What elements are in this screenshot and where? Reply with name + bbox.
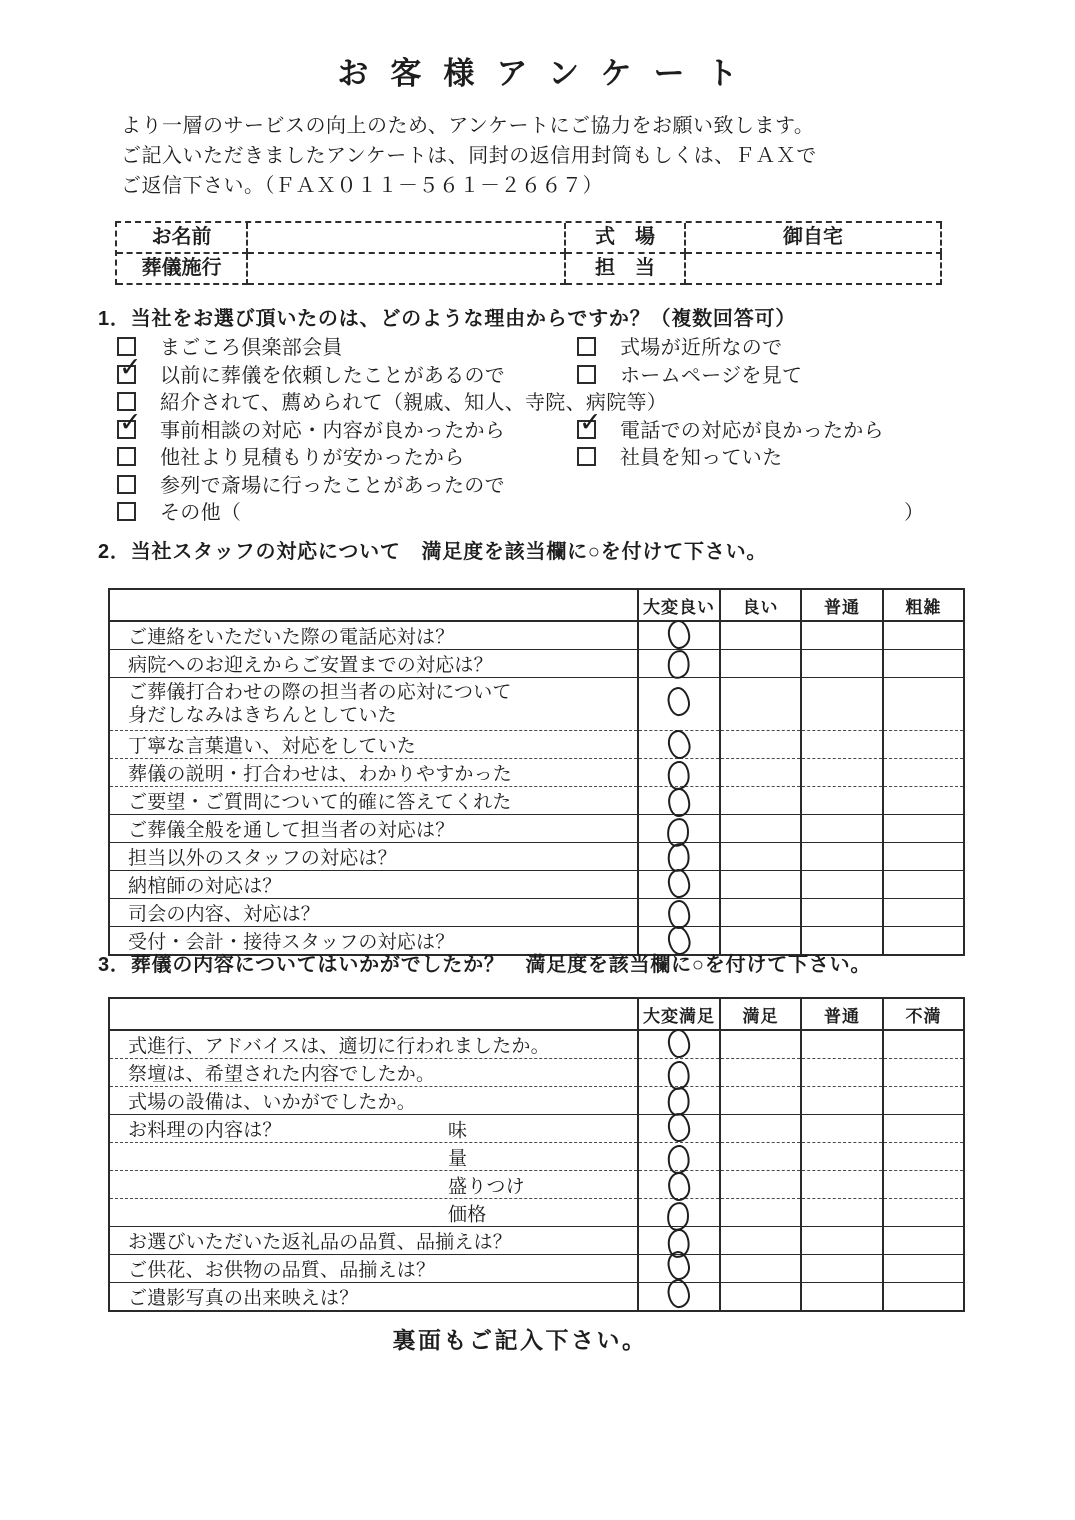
rating-cell[interactable] [638, 1115, 720, 1143]
question-label: 司会の内容、対応は？ [109, 899, 638, 927]
table-row [109, 1087, 964, 1115]
rating-cell[interactable] [801, 815, 883, 843]
selection-circle-icon [666, 649, 692, 681]
rating-cell[interactable] [720, 1171, 801, 1199]
check-mark-icon: ✓ [119, 351, 142, 382]
rating-cell[interactable] [720, 621, 801, 650]
q1-option-label: 社員を知っていた [620, 447, 783, 469]
rating-column-header: 不満 [883, 998, 964, 1030]
question-label: お料理の内容は？ 味 [109, 1115, 638, 1143]
q1-option-label: 式場が近所なので [620, 337, 783, 359]
rating-cell[interactable] [883, 621, 964, 650]
question-label: ご連絡をいただいた際の電話応対は？ [109, 621, 638, 650]
rating-cell[interactable] [638, 759, 720, 787]
rating-cell[interactable] [801, 1227, 883, 1255]
rating-cell[interactable] [801, 1115, 883, 1143]
footer-note: 裏面もご記入下さい。 [392, 1327, 648, 1353]
rating-cell[interactable] [801, 650, 883, 678]
checkbox[interactable] [577, 406, 602, 439]
rating-cell[interactable] [801, 1030, 883, 1059]
rating-cell[interactable] [638, 871, 720, 899]
intro-line: より一層のサービスの向上のため、アンケートにご協力をお願い致します。 [121, 115, 815, 137]
question-3-heading: 3．葬儀の内容についてはいかがでしたか？ 満足度を該当欄に○を付けて下さい。 [98, 954, 872, 976]
rating-cell[interactable] [801, 759, 883, 787]
q1-option-label: 他社より見積もりが安かったから [160, 447, 465, 469]
rating-cell[interactable] [720, 678, 801, 731]
rating-cell[interactable] [720, 1255, 801, 1283]
rating-cell[interactable] [638, 1059, 720, 1087]
table-row [109, 1143, 964, 1171]
question-label: ご要望・ご質問について的確に答えてくれた [109, 787, 638, 815]
checkbox[interactable] [117, 502, 136, 521]
table-row [109, 731, 964, 759]
rating-cell[interactable] [720, 1030, 801, 1059]
rating-cell[interactable] [720, 843, 801, 871]
sub-item-label: 盛りつけ [448, 1176, 525, 1197]
rating-cell[interactable] [801, 1087, 883, 1115]
rating-cell[interactable] [720, 759, 801, 787]
rating-header-row [109, 589, 964, 621]
question-label [109, 1171, 638, 1199]
q1-option-label: 電話での対応が良かったから [620, 419, 884, 442]
rating-cell[interactable] [883, 927, 964, 956]
question-label-line: ご葬儀打合わせの際の担当者の応対について [128, 682, 512, 703]
rating-column-header: 普通 [801, 589, 883, 621]
selection-circle-icon [667, 1028, 692, 1059]
rating-cell[interactable] [638, 678, 720, 731]
name-label: お名前 [117, 223, 248, 254]
rating-cell[interactable] [720, 1059, 801, 1087]
q1-option[interactable] [117, 469, 505, 498]
rating-cell[interactable] [883, 1115, 964, 1143]
table-row [109, 899, 964, 927]
rating-cell[interactable] [883, 1059, 964, 1087]
rating-cell[interactable] [720, 731, 801, 759]
table-row [109, 787, 964, 815]
q1-option-row [117, 441, 962, 469]
rating-cell[interactable] [720, 899, 801, 927]
q1-option[interactable] [577, 441, 782, 470]
rating-cell[interactable] [801, 871, 883, 899]
question-label [109, 1199, 638, 1227]
rating-cell[interactable] [883, 1087, 964, 1115]
rating-column-header: 普通 [801, 998, 883, 1030]
rating-cell[interactable] [801, 899, 883, 927]
rating-cell[interactable] [638, 1030, 720, 1059]
rating-cell[interactable] [801, 731, 883, 759]
rating-cell[interactable] [801, 1143, 883, 1171]
rating-cell[interactable] [883, 871, 964, 899]
rating-cell[interactable] [720, 1143, 801, 1171]
q1-option[interactable] [117, 331, 577, 360]
rating-cell[interactable] [720, 1227, 801, 1255]
q1-option-label: ホームページを見て [620, 364, 803, 387]
table-row [109, 1255, 964, 1283]
table-row [109, 678, 964, 731]
rating-cell[interactable] [883, 1255, 964, 1283]
rating-cell[interactable] [883, 1283, 964, 1312]
intro-line: ご記入いただきましたアンケートは、同封の返信用封筒もしくは、ＦＡＸで [121, 145, 817, 167]
content-rating-table [108, 997, 965, 1312]
rating-cell[interactable] [638, 731, 720, 759]
selection-circle-icon [666, 1250, 692, 1282]
rating-cell[interactable] [638, 787, 720, 815]
rating-cell[interactable] [801, 843, 883, 871]
selection-circle-icon [667, 1171, 690, 1201]
table-row [109, 1059, 964, 1087]
q1-option[interactable] [117, 351, 577, 388]
other-close-paren: ） [904, 502, 924, 524]
rating-cell[interactable] [883, 1199, 964, 1227]
q1-option[interactable] [117, 441, 577, 470]
rating-cell[interactable] [720, 1115, 801, 1143]
rating-cell[interactable] [638, 1199, 720, 1227]
rating-cell[interactable] [883, 899, 964, 927]
table-row [109, 759, 964, 787]
rating-cell[interactable] [638, 843, 720, 871]
question-label [109, 678, 638, 731]
rating-cell[interactable] [638, 650, 720, 678]
question-label: ご供花、お供物の品質、品揃えは？ [109, 1255, 638, 1283]
question-label: 式場の設備は、いかがでしたか。 [109, 1087, 638, 1115]
table-row [109, 815, 964, 843]
execution-value-field[interactable] [248, 254, 566, 285]
selection-circle-icon [667, 619, 692, 650]
question-label: 式進行、アドバイスは、適切に行われましたか。 [109, 1030, 638, 1059]
table-row [109, 843, 964, 871]
rating-cell[interactable] [720, 1199, 801, 1227]
question-label: 葬儀の説明・打合わせは、わかりやすかった [109, 759, 638, 787]
check-mark-icon: ✓ [119, 406, 142, 437]
q1-option-row [117, 351, 962, 387]
question-2-heading: 2．当社スタッフの対応について 満足度を該当欄に○を付けて下さい。 [98, 541, 768, 563]
rating-cell[interactable] [883, 1030, 964, 1059]
rating-cell[interactable] [883, 815, 964, 843]
checkbox[interactable] [577, 447, 596, 466]
selection-circle-icon [667, 787, 690, 817]
name-value-field[interactable] [248, 223, 566, 254]
q1-option-label: 以前に葬儀を依頼したことがあるので [160, 364, 506, 387]
rating-column-header: 粗雑 [883, 589, 964, 621]
table-row [109, 1199, 964, 1227]
intro-paragraph [121, 111, 817, 201]
rating-cell[interactable] [883, 1171, 964, 1199]
q1-option-row [117, 386, 962, 414]
rating-cell[interactable] [720, 1283, 801, 1312]
rating-cell[interactable] [638, 1171, 720, 1199]
rating-cell[interactable] [801, 1059, 883, 1087]
selection-circle-icon [666, 728, 693, 761]
question-label: ご遺影写真の出来映えは？ [128, 1288, 359, 1309]
rating-cell[interactable] [801, 678, 883, 731]
q1-option-row [117, 496, 962, 524]
rating-cell[interactable] [883, 759, 964, 787]
q1-option-label: 紹介されて、薦められて（親戚、知人、寺院、病院等） [160, 392, 668, 414]
question-column-header [109, 998, 638, 1030]
checkbox[interactable] [117, 475, 136, 494]
rating-column-header: 良い [720, 589, 801, 621]
q1-option-label: 参列で斎場に行ったことがあったので [160, 474, 505, 497]
rating-cell[interactable] [638, 815, 720, 843]
rating-cell[interactable] [883, 1143, 964, 1171]
rating-column-header: 大変良い [638, 589, 720, 621]
table-row [109, 1283, 964, 1312]
table-row [109, 871, 964, 899]
rating-cell[interactable] [883, 650, 964, 678]
table-row [109, 1227, 964, 1255]
question-1-options [117, 331, 962, 524]
q1-option[interactable] [117, 406, 577, 443]
respondent-info-table [115, 221, 942, 285]
question-label: 納棺師の対応は？ [109, 871, 638, 899]
table-row [109, 1171, 964, 1199]
rating-cell[interactable] [883, 787, 964, 815]
staff-rating-table [108, 588, 965, 956]
rating-cell[interactable] [801, 787, 883, 815]
q1-option-other[interactable] [117, 496, 241, 525]
venue-value: 御自宅 [686, 223, 942, 254]
question-1-heading: 1．当社をお選び頂いたのは、どのような理由からですか？（複数回答可） [98, 308, 797, 330]
question-label: 病院へのお迎えからご安置までの対応は？ [109, 650, 638, 678]
table-row [109, 621, 964, 650]
rating-cell[interactable] [720, 787, 801, 815]
charge-value-field[interactable] [686, 254, 942, 285]
q1-option[interactable] [577, 406, 884, 443]
rating-cell[interactable] [801, 1199, 883, 1227]
rating-cell[interactable] [883, 731, 964, 759]
question-label: 受付・会計・接待スタッフの対応は？ [128, 932, 455, 953]
execution-label: 葬儀施行 [117, 254, 248, 285]
table-row [109, 650, 964, 678]
question-label: 担当以外のスタッフの対応は？ [109, 843, 638, 871]
rating-cell[interactable] [883, 678, 964, 731]
checkbox[interactable] [577, 365, 596, 384]
sub-item-label: 味 [448, 1120, 468, 1141]
rating-cell[interactable] [801, 1283, 883, 1312]
charge-label: 担 当 [566, 254, 686, 285]
question-label: 祭壇は、希望された内容でしたか。 [109, 1059, 638, 1087]
rating-column-header: 満足 [720, 998, 801, 1030]
intro-line-fax: ご返信下さい。（ＦＡＸ０１１－５６１－２６６７） [121, 175, 603, 197]
form-title: お客様アンケート [337, 56, 760, 91]
rating-cell[interactable] [801, 1255, 883, 1283]
question-label [109, 1143, 638, 1171]
sub-item-label: 価格 [448, 1204, 487, 1225]
question-column-header [109, 589, 638, 621]
rating-cell[interactable] [638, 899, 720, 927]
question-label: 丁寧な言葉遣い、対応をしていた [109, 731, 638, 759]
rating-header-row [109, 998, 964, 1030]
q1-option[interactable] [577, 359, 802, 388]
selection-circle-icon [666, 685, 692, 717]
rating-cell[interactable] [720, 871, 801, 899]
question-label: お選びいただいた返礼品の品質、品揃えは？ [109, 1227, 638, 1255]
rating-cell[interactable] [720, 650, 801, 678]
table-row [109, 1115, 964, 1143]
rating-column-header: 大変満足 [638, 998, 720, 1030]
q1-option-row [117, 469, 962, 497]
table-row [109, 1030, 964, 1059]
rating-cell[interactable] [883, 1227, 964, 1255]
selection-circle-icon [666, 1278, 692, 1310]
checkbox[interactable] [117, 447, 136, 466]
selection-circle-icon [667, 868, 692, 899]
checkbox[interactable] [117, 351, 142, 384]
rating-cell[interactable] [801, 621, 883, 650]
q1-option[interactable] [577, 331, 782, 360]
q1-option-label: その他（ [160, 502, 242, 524]
q1-option-label: まごころ倶楽部会員 [160, 337, 343, 359]
check-mark-icon: ✓ [579, 406, 602, 437]
rating-cell[interactable] [720, 1087, 801, 1115]
rating-cell[interactable] [883, 843, 964, 871]
rating-cell[interactable] [638, 1283, 720, 1312]
venue-label: 式 場 [566, 223, 686, 254]
q1-option-row [117, 331, 962, 359]
rating-cell[interactable] [720, 815, 801, 843]
q1-option-label: 事前相談の対応・内容が良かったから [160, 419, 506, 442]
checkbox[interactable] [577, 337, 596, 356]
rating-cell[interactable] [638, 1143, 720, 1171]
selection-circle-icon [667, 1112, 692, 1143]
checkbox[interactable] [117, 406, 142, 439]
rating-cell[interactable] [638, 1087, 720, 1115]
question-label-line: 身だしなみはきちんとしていた [128, 705, 397, 726]
q1-option-row [117, 406, 962, 442]
sub-item-label: 量 [448, 1148, 468, 1169]
rating-cell[interactable] [638, 621, 720, 650]
rating-cell[interactable] [801, 1171, 883, 1199]
question-label: ご葬儀全般を通して担当者の対応は？ [109, 815, 638, 843]
